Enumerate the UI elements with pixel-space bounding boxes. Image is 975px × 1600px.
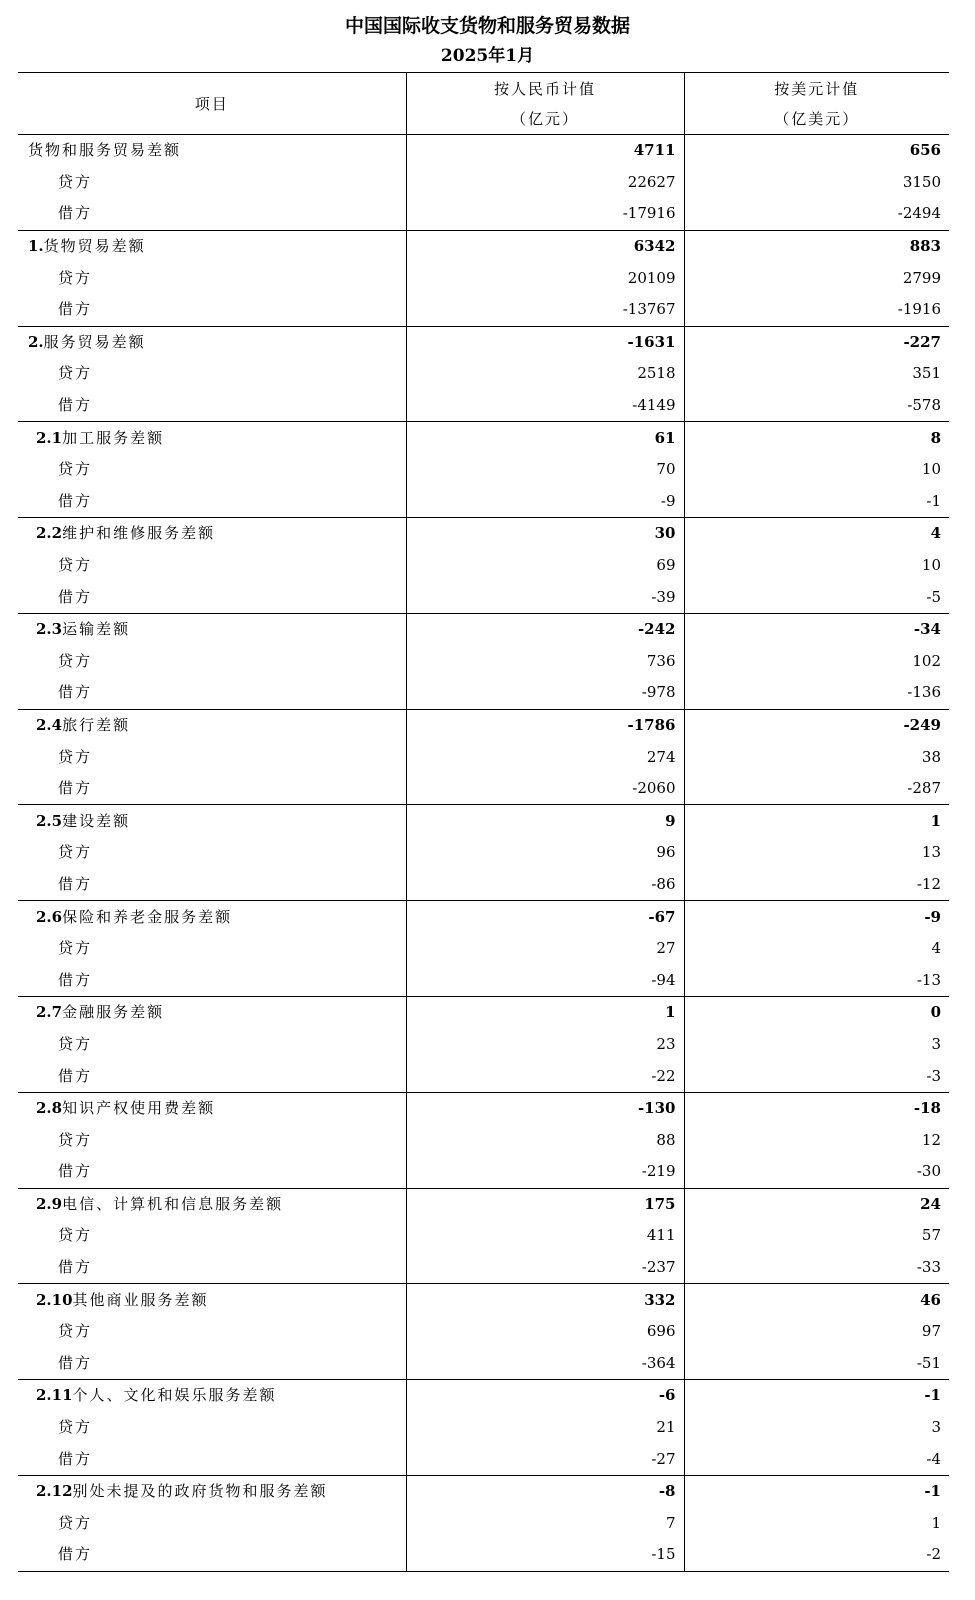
row-label: 借方 bbox=[18, 964, 406, 996]
item-name: 知识产权使用费差额 bbox=[62, 1099, 216, 1118]
value-usd: 883 bbox=[909, 237, 941, 256]
table-row-credit bbox=[18, 167, 949, 199]
table-row-debit bbox=[18, 294, 949, 326]
row-label bbox=[18, 613, 406, 645]
table-row-credit bbox=[18, 262, 949, 294]
table-row-credit bbox=[18, 1412, 949, 1444]
row-label bbox=[18, 1475, 406, 1507]
table-body bbox=[18, 135, 949, 1572]
value-usd: -4 bbox=[684, 1443, 949, 1475]
table-row-balance bbox=[18, 613, 949, 645]
item-code: 2.11 bbox=[36, 1386, 73, 1405]
value-usd: -227 bbox=[903, 332, 941, 351]
row-label bbox=[18, 805, 406, 837]
item-name: 服务贸易差额 bbox=[43, 332, 146, 351]
value-usd: 13 bbox=[921, 843, 941, 862]
value-usd: 3 bbox=[931, 1034, 941, 1053]
item-code: 2.12 bbox=[36, 1482, 73, 1501]
value-usd: -1 bbox=[684, 486, 949, 518]
header-rmb bbox=[406, 73, 684, 135]
row-label bbox=[18, 135, 406, 167]
value-usd: -33 bbox=[684, 1252, 949, 1284]
value-rmb: -1786 bbox=[406, 709, 684, 741]
table-row-balance bbox=[18, 1380, 949, 1412]
value-usd: 8 bbox=[930, 428, 941, 447]
item-name: 别处未提及的政府货物和服务差额 bbox=[72, 1482, 328, 1501]
page-subtitle: 2025年1月 bbox=[440, 46, 535, 66]
value-rmb: -9 bbox=[406, 486, 684, 518]
value-usd: -18 bbox=[913, 1099, 941, 1118]
table-row-credit bbox=[18, 1124, 949, 1156]
row-label: 借方 bbox=[18, 1348, 406, 1380]
value-usd: 351 bbox=[912, 364, 941, 383]
value-usd: -5 bbox=[684, 581, 949, 613]
value-usd: 46 bbox=[920, 1290, 941, 1309]
table-row-balance bbox=[18, 1475, 949, 1507]
value-rmb: -67 bbox=[406, 901, 684, 933]
value-rmb: 1 bbox=[406, 997, 684, 1029]
item-name: 货物和服务贸易差额 bbox=[28, 141, 182, 160]
row-label: 贷方 bbox=[18, 933, 406, 965]
value-rmb: -2060 bbox=[406, 773, 684, 805]
value-usd: -34 bbox=[913, 620, 941, 639]
value-rmb: -1631 bbox=[406, 326, 684, 358]
value-usd: -51 bbox=[684, 1348, 949, 1380]
table-row-credit bbox=[18, 933, 949, 965]
table-row-debit bbox=[18, 869, 949, 901]
trade-table bbox=[18, 72, 949, 1572]
value-usd: 4 bbox=[931, 939, 941, 958]
value-rmb: 70 bbox=[406, 454, 684, 486]
value-usd: 57 bbox=[921, 1226, 941, 1245]
table-row-credit bbox=[18, 1220, 949, 1252]
value-rmb: 61 bbox=[406, 422, 684, 454]
value-usd: 24 bbox=[920, 1194, 941, 1213]
row-label: 贷方 bbox=[18, 741, 406, 773]
value-usd: -3 bbox=[684, 1060, 949, 1092]
table-row-balance bbox=[18, 1284, 949, 1316]
table-row-balance bbox=[18, 518, 949, 550]
value-usd: 656 bbox=[909, 141, 941, 160]
value-usd: -249 bbox=[903, 715, 941, 734]
row-label: 贷方 bbox=[18, 550, 406, 582]
row-label: 借方 bbox=[18, 198, 406, 230]
item-code: 1. bbox=[28, 237, 44, 256]
value-rmb: -364 bbox=[406, 1348, 684, 1380]
item-name: 加工服务差额 bbox=[62, 428, 165, 447]
header-usd-line2: （亿美元） bbox=[774, 109, 860, 128]
row-label bbox=[18, 1380, 406, 1412]
table-row-balance bbox=[18, 997, 949, 1029]
value-rmb: 4711 bbox=[406, 135, 684, 167]
row-label: 借方 bbox=[18, 581, 406, 613]
value-rmb: 69 bbox=[406, 550, 684, 582]
header-item: 项目 bbox=[18, 73, 406, 135]
table-row-credit bbox=[18, 550, 949, 582]
value-rmb: 411 bbox=[406, 1220, 684, 1252]
row-label: 借方 bbox=[18, 294, 406, 326]
table-row-balance bbox=[18, 135, 949, 167]
row-label: 借方 bbox=[18, 1060, 406, 1092]
row-label: 借方 bbox=[18, 677, 406, 709]
table-row-debit bbox=[18, 390, 949, 422]
value-rmb: 6342 bbox=[406, 230, 684, 262]
item-code: 2.5 bbox=[36, 811, 63, 830]
item-name: 其他商业服务差额 bbox=[72, 1290, 209, 1309]
table-row-debit bbox=[18, 1443, 949, 1475]
value-rmb: -94 bbox=[406, 964, 684, 996]
row-label bbox=[18, 1284, 406, 1316]
value-rmb: 274 bbox=[406, 741, 684, 773]
table-row-credit bbox=[18, 454, 949, 486]
value-rmb: 7 bbox=[406, 1508, 684, 1540]
item-code: 2.2 bbox=[36, 524, 63, 543]
value-rmb: 88 bbox=[406, 1124, 684, 1156]
row-label: 贷方 bbox=[18, 1124, 406, 1156]
table-row-debit bbox=[18, 486, 949, 518]
value-rmb: -237 bbox=[406, 1252, 684, 1284]
item-name: 货物贸易差额 bbox=[43, 237, 146, 256]
row-label: 贷方 bbox=[18, 1412, 406, 1444]
page-title: 中国国际收支货物和服务贸易数据 bbox=[344, 15, 630, 37]
item-code: 2.7 bbox=[36, 1003, 63, 1022]
value-rmb: 736 bbox=[406, 646, 684, 678]
item-code: 2.8 bbox=[36, 1099, 63, 1118]
item-name: 旅行差额 bbox=[62, 715, 131, 734]
value-usd: -13 bbox=[684, 964, 949, 996]
table-row-balance bbox=[18, 422, 949, 454]
table-row-balance bbox=[18, 901, 949, 933]
item-code: 2.9 bbox=[36, 1194, 63, 1213]
value-usd: -1 bbox=[924, 1482, 941, 1501]
item-name: 保险和养老金服务差额 bbox=[62, 907, 233, 926]
row-label: 贷方 bbox=[18, 167, 406, 199]
row-label: 借方 bbox=[18, 1443, 406, 1475]
value-rmb: -15 bbox=[406, 1539, 684, 1571]
row-label: 贷方 bbox=[18, 837, 406, 869]
value-rmb: 96 bbox=[406, 837, 684, 869]
item-code: 2.3 bbox=[36, 620, 63, 639]
value-usd: -136 bbox=[684, 677, 949, 709]
row-label: 借方 bbox=[18, 486, 406, 518]
header-usd bbox=[684, 73, 949, 135]
value-rmb: -219 bbox=[406, 1156, 684, 1188]
row-label: 贷方 bbox=[18, 358, 406, 390]
row-label bbox=[18, 326, 406, 358]
row-label: 借方 bbox=[18, 1252, 406, 1284]
value-rmb: -8 bbox=[406, 1475, 684, 1507]
value-rmb: -130 bbox=[406, 1092, 684, 1124]
value-usd: -30 bbox=[684, 1156, 949, 1188]
table-row-credit bbox=[18, 1316, 949, 1348]
value-usd: -1916 bbox=[684, 294, 949, 326]
value-usd: -2 bbox=[684, 1539, 949, 1571]
row-label: 贷方 bbox=[18, 1029, 406, 1061]
table-header bbox=[18, 73, 949, 135]
value-rmb: -978 bbox=[406, 677, 684, 709]
table-row-credit bbox=[18, 1508, 949, 1540]
table-row-balance bbox=[18, 230, 949, 262]
row-label: 借方 bbox=[18, 869, 406, 901]
value-rmb: 23 bbox=[406, 1029, 684, 1061]
value-rmb: 696 bbox=[406, 1316, 684, 1348]
value-usd: -2494 bbox=[684, 198, 949, 230]
value-usd: 102 bbox=[912, 651, 941, 670]
value-rmb: -17916 bbox=[406, 198, 684, 230]
header-rmb-line1: 按人民币计值 bbox=[493, 79, 596, 98]
table-row-balance bbox=[18, 1188, 949, 1220]
item-name: 维护和维修服务差额 bbox=[62, 524, 216, 543]
table-row-debit bbox=[18, 1060, 949, 1092]
value-rmb: 332 bbox=[406, 1284, 684, 1316]
value-rmb: 27 bbox=[406, 933, 684, 965]
row-label bbox=[18, 230, 406, 262]
value-usd: 3 bbox=[931, 1418, 941, 1437]
item-name: 个人、文化和娱乐服务差额 bbox=[72, 1386, 277, 1405]
item-code: 2. bbox=[28, 332, 44, 351]
table-row-debit bbox=[18, 773, 949, 805]
table-row-debit bbox=[18, 1156, 949, 1188]
value-rmb: -13767 bbox=[406, 294, 684, 326]
value-usd: 1 bbox=[931, 1513, 941, 1532]
row-label: 贷方 bbox=[18, 1508, 406, 1540]
table-row-debit bbox=[18, 1252, 949, 1284]
value-rmb: 22627 bbox=[406, 167, 684, 199]
value-usd: 10 bbox=[921, 556, 941, 575]
value-usd: 10 bbox=[921, 460, 941, 479]
table-row-debit bbox=[18, 1348, 949, 1380]
table-row-credit bbox=[18, 1029, 949, 1061]
table-row-debit bbox=[18, 677, 949, 709]
value-usd: -287 bbox=[684, 773, 949, 805]
item-code: 2.4 bbox=[36, 715, 63, 734]
row-label: 贷方 bbox=[18, 646, 406, 678]
table-row-balance bbox=[18, 326, 949, 358]
item-name: 运输差额 bbox=[62, 620, 131, 639]
row-label: 借方 bbox=[18, 1539, 406, 1571]
row-label: 借方 bbox=[18, 390, 406, 422]
value-usd: -1 bbox=[924, 1386, 941, 1405]
value-rmb: 2518 bbox=[406, 358, 684, 390]
table-row-credit bbox=[18, 741, 949, 773]
value-rmb: 20109 bbox=[406, 262, 684, 294]
item-code: 2.10 bbox=[36, 1290, 73, 1309]
table-row-credit bbox=[18, 837, 949, 869]
value-rmb: -6 bbox=[406, 1380, 684, 1412]
table-row-balance bbox=[18, 805, 949, 837]
value-rmb: -22 bbox=[406, 1060, 684, 1092]
item-name: 金融服务差额 bbox=[62, 1003, 165, 1022]
table-row-debit bbox=[18, 1539, 949, 1571]
value-usd: 38 bbox=[921, 747, 941, 766]
value-usd: 3150 bbox=[902, 172, 941, 191]
value-usd: 0 bbox=[930, 1003, 941, 1022]
row-label: 贷方 bbox=[18, 1220, 406, 1252]
value-usd: 2799 bbox=[902, 268, 941, 287]
row-label bbox=[18, 709, 406, 741]
value-rmb: -86 bbox=[406, 869, 684, 901]
value-rmb: -242 bbox=[406, 613, 684, 645]
item-code: 2.6 bbox=[36, 907, 63, 926]
row-label bbox=[18, 1188, 406, 1220]
table-row-balance bbox=[18, 709, 949, 741]
value-rmb: 175 bbox=[406, 1188, 684, 1220]
row-label: 借方 bbox=[18, 1156, 406, 1188]
row-label bbox=[18, 997, 406, 1029]
value-usd: -12 bbox=[684, 869, 949, 901]
value-usd: -578 bbox=[684, 390, 949, 422]
row-label: 贷方 bbox=[18, 454, 406, 486]
row-label: 借方 bbox=[18, 773, 406, 805]
item-name: 电信、计算机和信息服务差额 bbox=[62, 1194, 284, 1213]
value-usd: 1 bbox=[930, 811, 941, 830]
row-label: 贷方 bbox=[18, 262, 406, 294]
row-label bbox=[18, 1092, 406, 1124]
row-label bbox=[18, 518, 406, 550]
table-row-debit bbox=[18, 198, 949, 230]
row-label: 贷方 bbox=[18, 1316, 406, 1348]
value-rmb: -27 bbox=[406, 1443, 684, 1475]
value-usd: 12 bbox=[921, 1130, 941, 1149]
value-usd: -9 bbox=[924, 907, 941, 926]
item-name: 建设差额 bbox=[62, 811, 131, 830]
value-rmb: 30 bbox=[406, 518, 684, 550]
row-label bbox=[18, 901, 406, 933]
value-rmb: 9 bbox=[406, 805, 684, 837]
value-usd: 97 bbox=[921, 1322, 941, 1341]
value-rmb: -4149 bbox=[406, 390, 684, 422]
table-row-credit bbox=[18, 358, 949, 390]
item-code: 2.1 bbox=[36, 428, 63, 447]
value-rmb: -39 bbox=[406, 581, 684, 613]
table-row-debit bbox=[18, 964, 949, 996]
value-usd: 4 bbox=[930, 524, 941, 543]
header-rmb-line2: （亿元） bbox=[510, 109, 579, 128]
value-rmb: 21 bbox=[406, 1412, 684, 1444]
header-usd-line1: 按美元计值 bbox=[774, 79, 860, 98]
table-row-credit bbox=[18, 646, 949, 678]
table-row-debit bbox=[18, 581, 949, 613]
table-row-balance bbox=[18, 1092, 949, 1124]
row-label bbox=[18, 422, 406, 454]
